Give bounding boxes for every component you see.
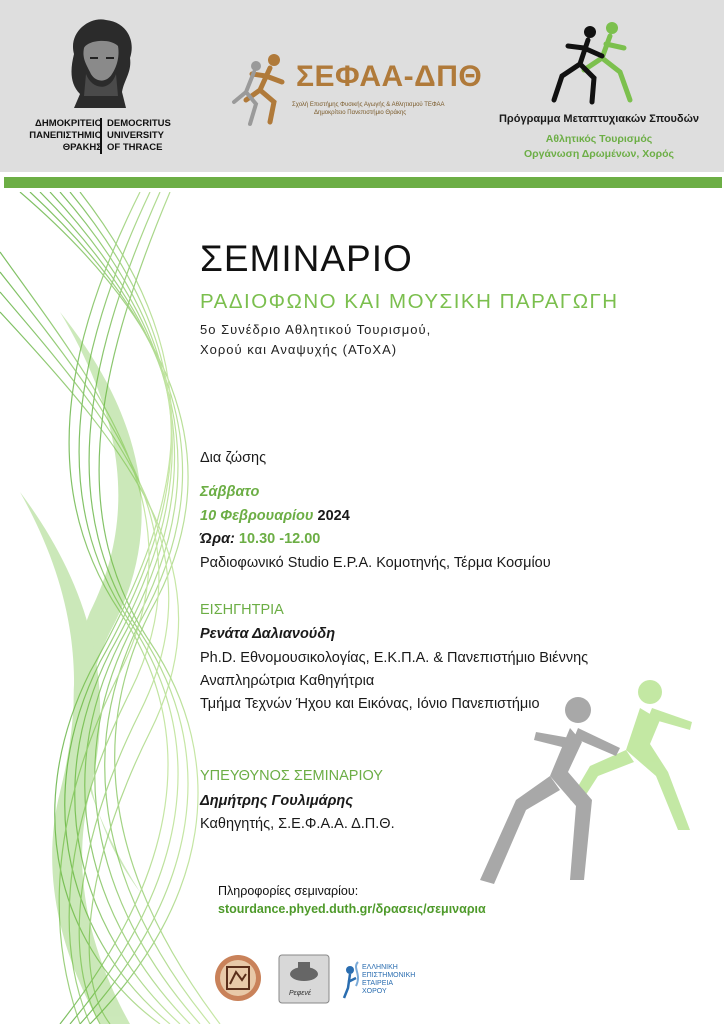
responsible-role: Καθηγητής, Σ.Ε.Φ.Α.Α. Δ.Π.Θ. — [200, 816, 395, 832]
sefaa-title: ΣΕΦΑΑ-ΔΠΘ — [296, 60, 483, 93]
info-label: Πληροφορίες σεμιναρίου: — [218, 884, 359, 898]
seminar-day: Σάββατο — [200, 484, 260, 500]
info-link[interactable]: stourdance.phyed.duth.gr/δρασεις/σεμιναρια — [218, 902, 486, 916]
speaker-name: Ρενάτα Δαλιανούδη — [200, 626, 336, 642]
seminar-time-line — [200, 531, 320, 547]
speaker-heading: ΕΙΣΗΓΗΤΡΙΑ — [200, 602, 284, 618]
sefaa-subtitle: Σχολή Επιστήμης Φυσικής Αγωγής & Αθλητισμού ΤΕΦΑΑ — [292, 102, 445, 108]
speaker-credential-1: Ph.D. Εθνομουσικολογίας, Ε.Κ.Π.Α. & Πανεπιστήμιο Βιέννης — [200, 650, 589, 666]
green-divider-bar — [4, 177, 722, 188]
seminar-date-line — [200, 508, 350, 524]
program-logo — [490, 20, 720, 170]
seminar-venue: Ραδιοφωνικό Studio Ε.Ρ.Α. Κομοτηνής, Τέρμα Κοσμίου — [200, 555, 551, 571]
program-line-2: Οργάνωση Δρωμένων, Χορός — [523, 148, 675, 160]
program-line-1: Αθλητικός Τουρισμός — [545, 133, 653, 145]
sefaa-logo — [230, 50, 490, 140]
runners-silhouette-icon — [420, 680, 720, 920]
duth-greek-name: ΔΗΜΟΚΡΙΤΕΙΟ ΠΑΝΕΠΙΣΤΗΜΙΟ ΘΡΑΚΗΣ — [29, 118, 102, 153]
time-label: Ώρα: — [200, 531, 235, 547]
congress-line-2: Χορού και Αναψυχής (ΑΤοΧΑ) — [200, 342, 398, 357]
sefaa-university: Δημοκρίτειο Πανεπιστήμιο Θράκης — [314, 110, 407, 116]
duth-logo — [29, 14, 180, 164]
runners-icon — [230, 50, 300, 132]
speaker-credential-3: Τμήμα Τεχνών Ήχου και Εικόνας, Ιόνιο Πανεπιστήμιο — [200, 696, 540, 712]
seminar-year: 2024 — [317, 508, 350, 524]
duth-english-name: DEMOCRITUS UNIVERSITY OF THRACE — [100, 118, 171, 154]
program-title: Πρόγραμμα Μεταπτυχιακών Σπουδών — [498, 113, 700, 125]
responsible-name: Δημήτρης Γουλιμάρης — [200, 793, 353, 809]
seminar-title: ΣΕΜΙΝΑΡΙΟ — [200, 238, 413, 279]
democritus-bust-icon — [60, 14, 140, 110]
responsible-heading: ΥΠΕΥΘΥΝΟΣ ΣΕΜΙΝΑΡΙΟΥ — [200, 768, 383, 784]
attendance-mode: Δια ζώσης — [200, 450, 267, 466]
dance-society-text: ΕΛΛΗΝΙΚΗ ΕΠΙΣΤΗΜΟΝΙΚΗ ΕΤΑΙΡΕΙΑ ΧΟΡΟΥ — [362, 964, 416, 995]
refene-label: Ρεφενέ — [289, 990, 311, 997]
seminar-subtitle: ΡΑΔΙΟΦΩΝΟ ΚΑΙ ΜΟΥΣΙΚΗ ΠΑΡΑΓΩΓΗ — [200, 290, 619, 313]
seminar-date: 10 Φεβρουαρίου — [200, 508, 314, 524]
congress-line-1: 5ο Συνέδριο Αθλητικού Τουρισμού, — [200, 322, 432, 337]
runners-icon — [550, 20, 640, 108]
speaker-credential-2: Αναπληρώτρια Καθηγήτρια — [200, 673, 375, 689]
time-value: 10.30 -12.00 — [238, 531, 321, 547]
institution-seal-logo — [214, 954, 262, 1002]
